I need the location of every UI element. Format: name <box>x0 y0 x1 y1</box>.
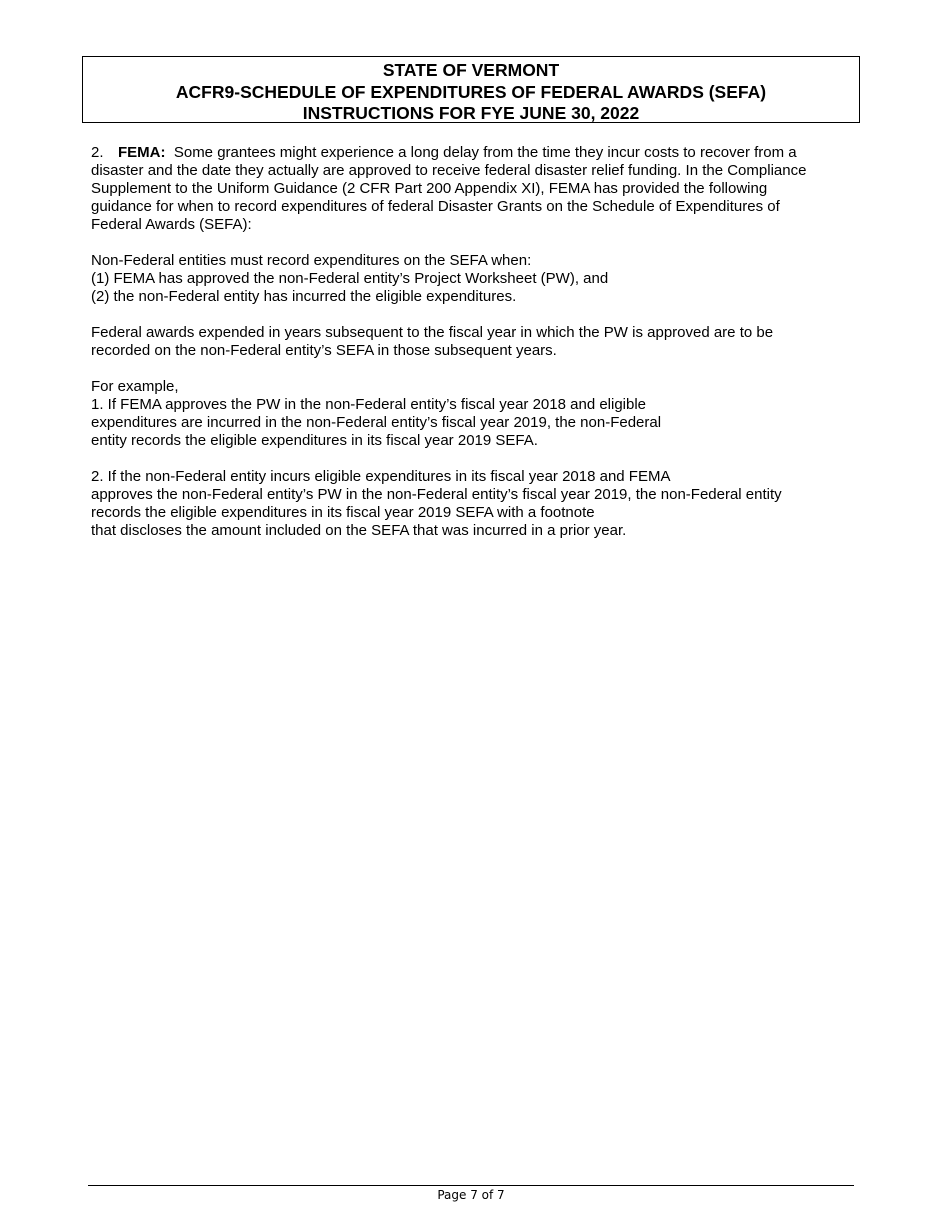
intro-text: Some grantees might experience a long delay from the time they incur costs to recover from a <box>173 144 797 161</box>
intro-line: disaster and the date they actually are approved to receive federal disaster relief funding. In the Compliance <box>91 162 807 179</box>
section-number: 2. <box>91 144 104 161</box>
example-two-paragraph <box>91 468 851 540</box>
fema-intro-paragraph <box>91 144 851 234</box>
subsequent-line: Federal awards expended in years subsequent to the fiscal year in which the PW is approved are to be <box>91 324 774 341</box>
example-line: For example, <box>91 378 179 395</box>
rule-line: (2) the non-Federal entity has incurred the eligible expenditures. <box>91 288 517 305</box>
header-instructions-title: INSTRUCTIONS FOR FYE JUNE 30, 2022 <box>302 103 640 123</box>
example-line: records the eligible expenditures in its fiscal year 2019 SEFA with a footnote <box>91 504 595 521</box>
intro-line <box>91 144 851 162</box>
example-one-paragraph <box>91 378 851 450</box>
example-line: approves the non-Federal entity’s PW in the non-Federal entity’s fiscal year 2019, the non-Federal entity <box>91 486 782 503</box>
intro-line: guidance for when to record expenditures of federal Disaster Grants on the Schedule of Expenditures of <box>91 198 780 215</box>
document-header <box>82 56 860 123</box>
example-line: 1. If FEMA approves the PW in the non-Federal entity’s fiscal year 2018 and eligible <box>91 396 647 413</box>
recording-rules-paragraph <box>91 252 851 306</box>
subsequent-line: recorded on the non-Federal entity’s SEFA in those subsequent years. <box>91 342 557 359</box>
rule-line: Non-Federal entities must record expenditures on the SEFA when: <box>91 252 532 269</box>
subsequent-years-paragraph <box>91 324 851 360</box>
rule-line: (1) FEMA has approved the non-Federal entity’s Project Worksheet (PW), and <box>91 270 609 287</box>
page-number: Page 7 of 7 <box>437 1188 505 1202</box>
document-body <box>91 144 851 558</box>
section-label: FEMA: <box>118 144 166 161</box>
header-schedule-title: ACFR9-SCHEDULE OF EXPENDITURES OF FEDERAL AWARDS (SEFA) <box>175 81 767 102</box>
intro-line: Federal Awards (SEFA): <box>91 216 252 233</box>
footer-divider <box>88 1185 854 1186</box>
intro-line: Supplement to the Uniform Guidance (2 CFR Part 200 Appendix XI), FEMA has provided the following <box>91 180 768 197</box>
example-line: 2. If the non-Federal entity incurs eligible expenditures in its fiscal year 2018 and FEMA <box>91 468 671 485</box>
header-state-title: STATE OF VERMONT <box>382 60 560 80</box>
example-line: that discloses the amount included on the SEFA that was incurred in a prior year. <box>91 522 627 539</box>
example-line: entity records the eligible expenditures in its fiscal year 2019 SEFA. <box>91 432 538 449</box>
example-line: expenditures are incurred in the non-Federal entity’s fiscal year 2019, the non-Federal <box>91 414 662 431</box>
